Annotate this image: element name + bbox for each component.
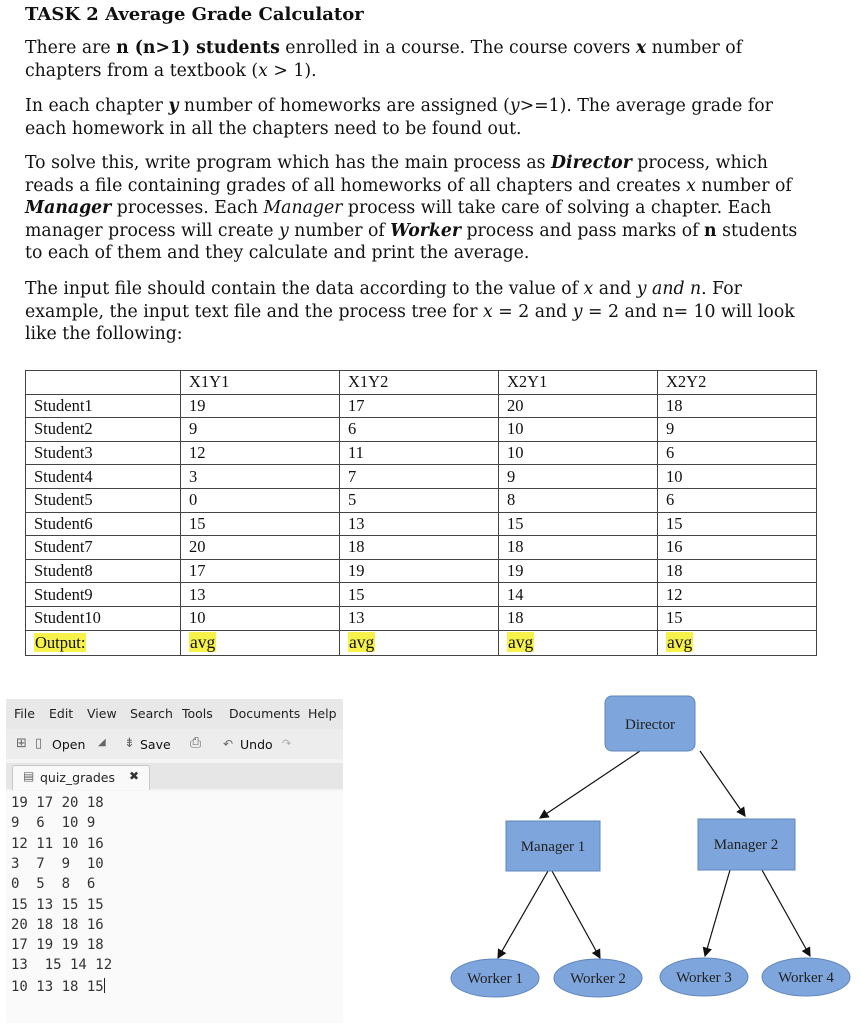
table-cell: 17 <box>181 559 340 583</box>
file-line: 19 17 20 18 <box>11 795 104 811</box>
table-cell: Student8 <box>26 559 181 583</box>
output-cell <box>181 630 340 655</box>
italic-text: x <box>686 175 696 196</box>
italic-text: x <box>483 301 493 322</box>
table-cell: 8 <box>499 488 658 512</box>
table-cell: 7 <box>340 465 499 489</box>
table-cell: 10 <box>499 418 658 442</box>
table-cell: 20 <box>181 536 340 560</box>
table-cell: 13 <box>181 583 340 607</box>
text: = 2 and n= 10 will look like the following: <box>25 301 795 344</box>
text: There are <box>25 38 117 58</box>
table-cell: 12 <box>658 583 817 607</box>
table-cell: Student7 <box>26 536 181 560</box>
paragraph-processes <box>25 152 800 265</box>
text: process, which reads a file containing grades of all homeworks of all chapters and creates <box>25 153 768 196</box>
close-tab-icon[interactable]: ✖ <box>129 769 140 783</box>
italic-text: y <box>572 301 583 322</box>
bold-italic-text: Director <box>551 153 632 173</box>
table-cell: 9 <box>499 465 658 489</box>
menu-help[interactable]: Help <box>308 706 337 721</box>
output-row <box>26 630 817 655</box>
table-cell: 10 <box>181 606 340 630</box>
table-cell: 15 <box>658 606 817 630</box>
column-header: X2Y1 <box>499 371 658 395</box>
manager-1-node <box>506 821 600 871</box>
paragraph-homeworks <box>25 95 800 140</box>
table-cell: 10 <box>499 441 658 465</box>
table-cell: Student10 <box>26 606 181 630</box>
save-button[interactable]: Save <box>140 737 171 752</box>
text: number of <box>288 220 391 241</box>
text: To solve this, write program which has the main process as <box>25 153 552 173</box>
table-row <box>26 465 817 489</box>
table-cell: 15 <box>499 512 658 536</box>
table-cell: 19 <box>181 394 340 418</box>
bold-text: n <box>704 220 717 241</box>
table-row <box>26 512 817 536</box>
italic-text: y and n <box>636 279 702 299</box>
task-title: TASK 2 Average Grade Calculator <box>25 4 364 25</box>
table-cell: Student3 <box>26 441 181 465</box>
table-cell: 18 <box>658 394 817 418</box>
director-label: Director <box>625 717 675 733</box>
text: and <box>593 279 637 299</box>
column-header: X1Y2 <box>340 371 499 395</box>
text: students to each of them and they calculate and print the average. <box>25 220 798 263</box>
table-cell: Student6 <box>26 512 181 536</box>
edge-manager1-worker1 <box>498 871 548 958</box>
table-cell: 19 <box>340 559 499 583</box>
output-cell <box>658 630 817 655</box>
output-label-cell <box>26 630 181 655</box>
table-header-row <box>26 371 817 395</box>
text: > 1). <box>267 60 317 81</box>
table-cell: 15 <box>340 583 499 607</box>
table-row <box>26 536 817 560</box>
bold-italic-text: y <box>168 96 179 116</box>
bold-italic-text: Worker <box>390 220 461 241</box>
table-row <box>26 583 817 607</box>
text: >=1). The average grade for each homework in all the chapters need to be found out. <box>25 96 773 139</box>
table-cell: 6 <box>340 418 499 442</box>
text: number of homeworks are assigned ( <box>178 96 510 116</box>
column-header <box>26 371 181 395</box>
menu-view[interactable]: View <box>87 706 117 721</box>
file-line: 15 13 15 15 <box>11 896 104 913</box>
table-cell: 0 <box>181 488 340 512</box>
table-cell: 16 <box>658 536 817 560</box>
open-file-icon[interactable]: ▯ <box>35 736 43 751</box>
menu-tools[interactable]: Tools <box>182 706 213 721</box>
worker-2-label: Worker 2 <box>570 971 626 987</box>
text: . For example, the input text file and the process tree for <box>25 279 742 322</box>
file-line: 0 5 8 6 <box>11 876 96 893</box>
table-cell: 18 <box>499 536 658 560</box>
text: In each chapter <box>25 96 169 116</box>
table-cell: 14 <box>499 583 658 607</box>
avg-label: avg <box>667 632 693 653</box>
edge-director-manager1 <box>540 751 640 818</box>
bold-italic-text: Manager <box>25 198 112 218</box>
text: enrolled in a course. The course covers <box>279 38 636 58</box>
table-cell: 10 <box>658 465 817 489</box>
table-row <box>26 441 817 465</box>
table-cell: Student2 <box>26 418 181 442</box>
table-cell: 19 <box>499 559 658 583</box>
worker-1-node <box>451 959 539 997</box>
table-cell: 18 <box>658 559 817 583</box>
table-cell: Student4 <box>26 465 181 489</box>
worker-2-node <box>554 959 642 997</box>
worker-1-label: Worker 1 <box>467 971 523 987</box>
worker-4-node <box>762 958 850 996</box>
file-line-last <box>11 978 105 995</box>
avg-label: avg <box>190 632 216 653</box>
text: processes. Each <box>111 198 264 218</box>
table-cell: 5 <box>340 488 499 512</box>
open-button[interactable]: Open <box>52 737 86 752</box>
table-cell: 6 <box>658 441 817 465</box>
bold-text: n (n>1) students <box>116 38 280 58</box>
table-cell: 3 <box>181 465 340 489</box>
table-cell: 6 <box>658 488 817 512</box>
file-line: 12 11 10 16 <box>11 835 104 852</box>
text: process will take care of solving a chapter. Each manager process will create <box>25 198 772 241</box>
grades-table <box>25 370 817 656</box>
worker-4-label: Worker 4 <box>778 970 834 986</box>
menu-file[interactable]: File <box>14 706 35 721</box>
menu-bar <box>6 699 343 729</box>
table-cell: 18 <box>340 536 499 560</box>
table-cell: 15 <box>181 512 340 536</box>
table-cell: 11 <box>340 441 499 465</box>
table-cell: 15 <box>658 512 817 536</box>
output-cell <box>340 630 499 655</box>
file-line: 13 15 14 12 <box>11 957 113 974</box>
menu-documents[interactable]: Documents <box>229 706 301 721</box>
text: The input file should contain the data according to the value of <box>25 279 584 299</box>
text: = 2 and <box>492 301 573 322</box>
text: process and pass marks of <box>460 220 705 241</box>
text: number of <box>695 175 792 196</box>
table-cell: 13 <box>340 512 499 536</box>
table-cell: 18 <box>499 606 658 630</box>
column-header: X2Y2 <box>658 371 817 395</box>
table-cell: Student1 <box>26 394 181 418</box>
menu-edit[interactable]: Edit <box>49 706 74 721</box>
worker-3-node <box>660 958 748 996</box>
menu-search[interactable]: Search <box>130 706 173 721</box>
edge-director-manager2 <box>700 751 745 816</box>
tab-filename: quiz_grades <box>40 770 116 785</box>
table-cell: 12 <box>181 441 340 465</box>
file-line: 3 7 9 10 <box>11 855 104 872</box>
director-node <box>605 696 695 751</box>
file-line: 9 6 10 9 <box>11 815 96 832</box>
edge-manager1-worker2 <box>552 871 600 958</box>
file-line: 10 13 18 15 <box>11 978 104 995</box>
manager-1-label: Manager 1 <box>520 839 586 855</box>
table-cell: 17 <box>340 394 499 418</box>
table-cell: 13 <box>340 606 499 630</box>
text: number of chapters from a textbook ( <box>25 38 743 81</box>
table-cell: Student9 <box>26 583 181 607</box>
open-dropdown-icon[interactable]: ◢ <box>98 737 106 748</box>
italic-text: x <box>258 60 268 81</box>
table-cell: Student5 <box>26 488 181 512</box>
table-cell: 9 <box>181 418 340 442</box>
document-icon: ▤ <box>23 769 35 783</box>
text-cursor <box>104 978 105 993</box>
output-cell <box>499 630 658 655</box>
process-tree-diagram <box>440 690 859 1024</box>
undo-icon[interactable]: ↶ <box>223 737 234 751</box>
italic-text: x <box>583 279 594 299</box>
save-icon[interactable]: ⇟ <box>124 736 135 751</box>
table-row <box>26 394 817 418</box>
table-row <box>26 488 817 512</box>
table-cell: 20 <box>499 394 658 418</box>
manager-2-node <box>698 819 795 870</box>
edge-manager2-worker4 <box>762 870 810 956</box>
italic-text: Manager <box>263 198 343 218</box>
avg-label: avg <box>508 632 534 653</box>
edge-manager2-worker3 <box>705 870 730 956</box>
print-icon[interactable]: ⎙ <box>190 735 202 751</box>
paragraph-input-file <box>25 278 800 346</box>
table-row <box>26 606 817 630</box>
file-line: 17 19 19 18 <box>11 937 104 954</box>
avg-label: avg <box>349 632 375 653</box>
text-editor-window <box>6 699 343 1023</box>
worker-3-label: Worker 3 <box>676 970 732 986</box>
table-cell: 9 <box>658 418 817 442</box>
italic-text: y <box>509 96 520 116</box>
italic-text: y <box>279 220 289 241</box>
column-header: X1Y1 <box>181 371 340 395</box>
redo-icon[interactable]: ↷ <box>282 737 292 750</box>
bold-italic-text: x <box>635 38 647 58</box>
manager-2-label: Manager 2 <box>713 837 779 853</box>
table-row <box>26 418 817 442</box>
undo-button[interactable]: Undo <box>240 737 273 752</box>
file-line: 20 18 18 16 <box>11 916 104 933</box>
new-document-icon[interactable]: ⊞ <box>16 736 27 751</box>
table-row <box>26 559 817 583</box>
output-label: Output: <box>35 632 86 652</box>
paragraph-students <box>25 37 800 82</box>
